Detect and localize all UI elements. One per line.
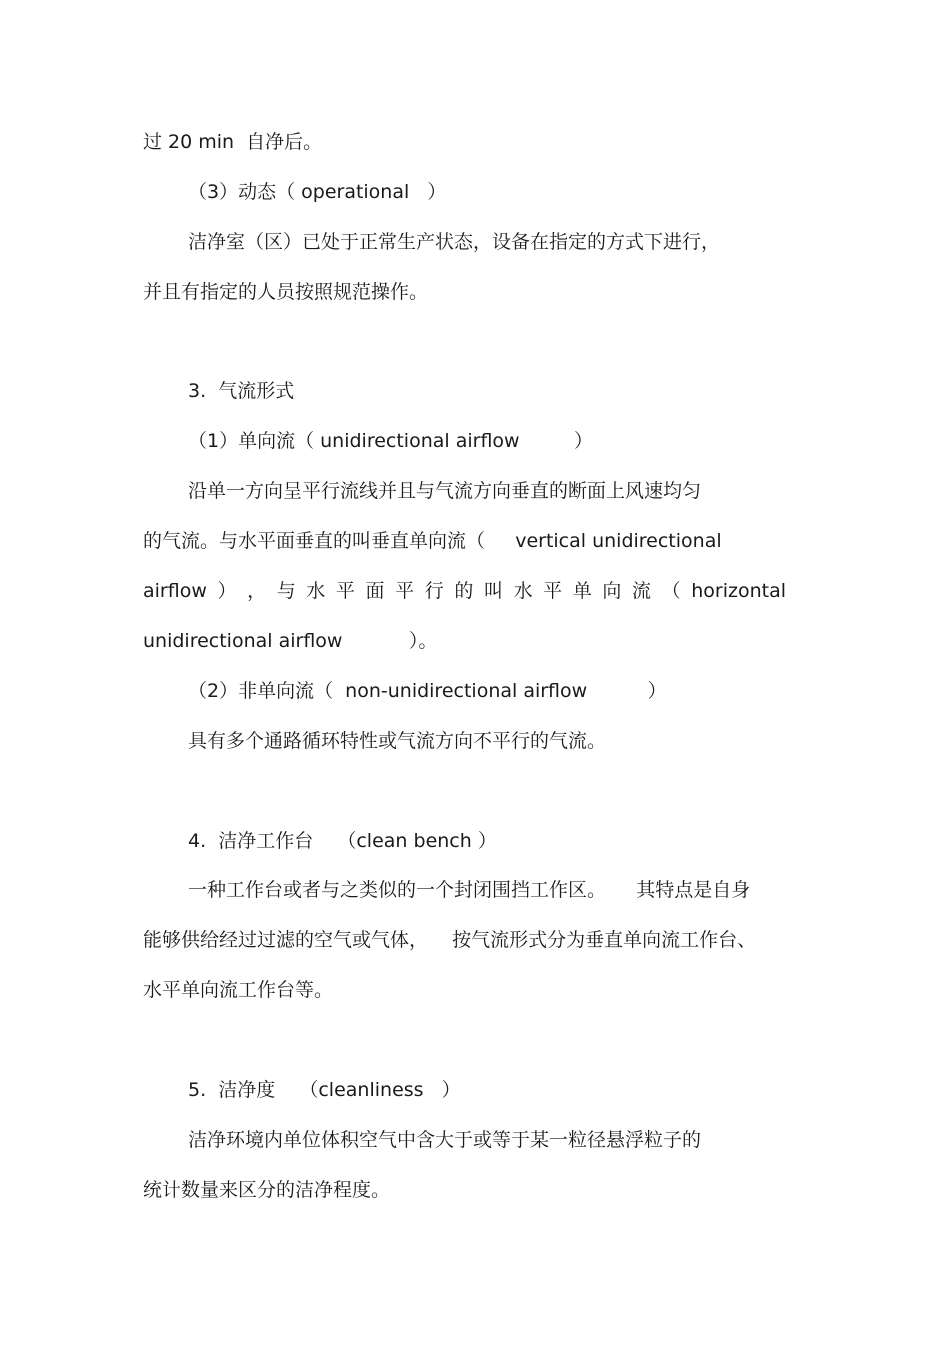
text-line: 沿单一方向呈平行流线并且与气流方向垂直的断面上风速均匀 <box>188 480 702 502</box>
text-line: 水平单向流工作台等。 <box>143 979 334 1001</box>
text-line: unidirectional airflow ）。 <box>143 630 438 652</box>
text-line: 一种工作台或者与之类似的一个封闭围挡工作区。 其特点是自身 <box>188 879 751 901</box>
section-heading: 5. 洁净度 （cleanliness ） <box>188 1079 461 1101</box>
text-token: 平 <box>543 580 563 602</box>
section-heading: 4. 洁净工作台 （clean bench ） <box>188 830 497 852</box>
section-heading: 3. 气流形式 <box>188 380 295 402</box>
text-token: 的 <box>454 580 474 602</box>
text-line: 洁净环境内单位体积空气中含大于或等于某一粒径悬浮粒子的 <box>188 1129 702 1151</box>
subsection-heading: （1）单向流（ unidirectional airflow ） <box>188 430 593 452</box>
text-token: horizontal <box>691 580 786 602</box>
text-token: 叫 <box>483 580 503 602</box>
text-token: 水 <box>306 580 326 602</box>
text-token: 水 <box>513 580 533 602</box>
justified-text-line <box>143 579 786 603</box>
text-token: 行 <box>424 580 444 602</box>
text-token: 向 <box>602 580 622 602</box>
text-token: ， <box>247 580 267 602</box>
text-token: 单 <box>572 580 592 602</box>
text-token: （ <box>661 580 681 602</box>
subsection-heading: （3）动态（ operational ） <box>188 181 447 203</box>
text-token: 平 <box>335 580 355 602</box>
text-line: 的气流。与水平面垂直的叫垂直单向流（ vertical unidirectional <box>143 530 722 552</box>
text-line: 统计数量来区分的洁净程度。 <box>143 1179 391 1201</box>
text-token: ） <box>217 580 237 602</box>
text-token: 面 <box>365 580 385 602</box>
text-line: 并且有指定的人员按照规范操作。 <box>143 281 429 303</box>
text-line: 能够供给经过过滤的空气或气体， 按气流形式分为垂直单向流工作台、 <box>143 929 757 951</box>
text-token: 与 <box>276 580 296 602</box>
text-token: 流 <box>632 580 652 602</box>
text-token: 平 <box>395 580 415 602</box>
text-line: 具有多个通路循环特性或气流方向不平行的气流。 <box>188 730 607 752</box>
text-line: 洁净室（区）已处于正常生产状态，设备在指定的方式下进行， <box>188 231 721 253</box>
text-token: airflow <box>143 580 207 602</box>
text-line: 过 20 min 自净后。 <box>143 131 323 153</box>
subsection-heading: （2）非单向流（ non-unidirectional airflow ） <box>188 680 667 702</box>
